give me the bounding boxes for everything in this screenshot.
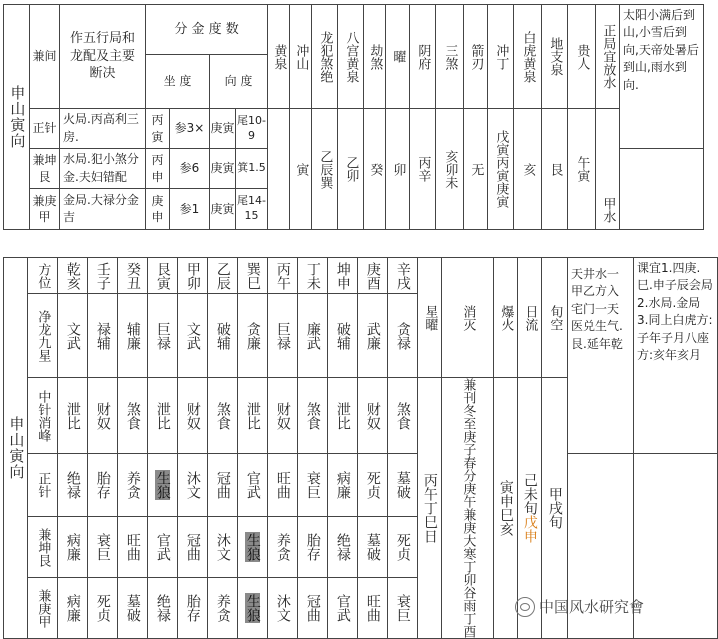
t2-dir-4: 甲卯 [178,258,208,294]
t2-row2-label: 兼庚甲 [28,578,58,639]
t2-xiaomie-val1: 丙午丁巳日 [418,378,442,639]
t1-h-longfan: 龙犯煞绝 [312,5,338,109]
t2-dir-3: 艮寅 [148,258,178,294]
t1-h-zhengju: 正局宜放水 [596,5,620,109]
t2-row0-cell-5-text: 冠曲 [214,471,231,499]
t1-h-yao: 曜 [386,5,410,109]
t2-zhongzhen-2: 煞食 [118,378,148,454]
t1-val-bagong: 乙卯 [338,109,364,230]
t1-val-baihu: 亥 [514,109,542,230]
t2-zhongzhen-8: 煞食 [298,378,328,454]
t2-h-fangwei: 方位 [28,258,58,294]
t1-row1-jian: 兼坤艮 [30,149,60,189]
t2-jinglong-0: 文武 [58,294,88,378]
t2-xiaomie-val2: 兼刊冬至庚子春分庚午兼庚大寒丁卯谷雨丁酉 [442,378,494,639]
table-fenjin [3,4,704,230]
t2-row0-cell-11-text: 墓破 [394,471,411,499]
t2-h-riliu: 日流 [518,258,542,378]
t2-dir-6: 巽巳 [238,258,268,294]
t2-row0-cell-0 [58,454,88,517]
t2-row2-cell-2-text: 墓破 [124,594,141,622]
t2-jinglong-6: 贪廉 [238,294,268,378]
t2-row1-cell-3-text: 官武 [154,533,171,561]
t2-zhongzhen-6: 泄比 [238,378,268,454]
t2-row1-cell-7 [268,517,298,578]
t2-row0-cell-4 [178,454,208,517]
t2-row1-cell-11 [388,517,418,578]
t2-row1-cell-2 [118,517,148,578]
watermark-text: 中国风水研究會 [539,598,645,616]
t2-jinglong-4: 文武 [178,294,208,378]
t1-h-jianjian: 兼间 [30,5,60,109]
t2-side-label: 申山寅向 [4,258,28,639]
t2-row0-cell-11 [388,454,418,517]
t2-row0-cell-3 [148,454,178,517]
t1-row0-x2: 尾10-9 [236,109,268,149]
t2-row1-cell-5-text: 沐文 [214,533,231,561]
t2-row0-cell-7-text: 旺曲 [274,471,291,499]
t2-dir-1: 壬子 [88,258,118,294]
t1-val-yao: 卯 [386,109,410,230]
t1-h-jianren: 箭刃 [464,5,488,109]
t2-row2-cell-4 [178,578,208,639]
t2-row2-cell-4-text: 胎存 [184,594,201,622]
t2-row1-cell-4 [178,517,208,578]
t2-row0-cell-8-text: 衰巨 [304,471,321,499]
t1-val-huangquan [268,109,290,230]
t2-row0-cell-1-text: 胎存 [94,471,111,499]
t1-val-guiren: 午寅 [568,109,596,230]
t2-jinglong-8: 廉武 [298,294,328,378]
t2-row0-label: 正针 [28,454,58,517]
t2-row1-cell-8 [298,517,328,578]
t1-row2-x2: 尾14-15 [236,189,268,230]
t1-val-jianren: 无 [464,109,488,230]
t2-row2-cell-3 [148,578,178,639]
t2-row2-cell-10 [358,578,388,639]
t2-row2-cell-11-text: 衰巨 [394,594,411,622]
t2-dir-9: 坤申 [328,258,358,294]
t2-row2-cell-0-text: 病廉 [64,594,81,622]
t2-row2-cell-5-text: 养贪 [214,594,231,622]
t2-row1-cell-6 [238,517,268,578]
t1-row1-z2: 参6 [170,149,210,189]
t2-tianjing: 天井水一甲乙方入宅门一天医兑生气.艮.延年乾 [568,258,634,454]
t2-row0-cell-2 [118,454,148,517]
t2-row2-cell-1 [88,578,118,639]
t2-row0-cell-6-text: 官武 [244,471,261,499]
watermark [515,596,644,617]
t2-right-note: 课宜1.四庚.巳.申子辰会局 2.水局.金局 3.同上白虎方:子年子月八座方:亥年亥月 [634,258,718,454]
t1-h-chongshan: 冲山 [290,5,312,109]
t2-dir-10: 庚酉 [358,258,388,294]
t2-dir-7: 丙午 [268,258,298,294]
t2-jinglong-11: 贪禄 [388,294,418,378]
t1-row0-wx: 火局.丙高利三房. [60,109,146,149]
t1-val-chongding: 戊寅丙寅庚寅 [488,109,514,230]
t2-row1-cell-8-text: 胎存 [304,533,321,561]
t2-row0-cell-3-text: 生狼 [154,471,171,499]
t1-side-label: 申山寅向 [4,5,30,230]
t2-row2-cell-9-text: 官武 [334,594,351,622]
t2-row0-cell-10-text: 死贞 [364,471,381,499]
t2-jinglong-2: 辅廉 [118,294,148,378]
t2-row1-cell-4-text: 冠曲 [184,533,201,561]
t2-zhongzhen-9: 泄比 [328,378,358,454]
t2-row2-cell-3-text: 绝禄 [154,594,171,622]
t2-row0-cell-8 [298,454,328,517]
t2-zhongzhen-1: 财奴 [88,378,118,454]
t1-h-baihu: 白虎黄泉 [514,5,542,109]
t2-zhongzhen-10: 财奴 [358,378,388,454]
t1-h-huangquan: 黄泉 [268,5,290,109]
t2-riliu-b: 戊申 [521,515,538,543]
wechat-icon [515,597,535,617]
t2-row0-cell-1 [88,454,118,517]
t1-row2-jian: 兼庚甲 [30,189,60,230]
table-shengwang [3,257,718,639]
t2-zhongzhen-0: 泄比 [58,378,88,454]
t2-dir-8: 丁未 [298,258,328,294]
t2-dir-5: 乙辰 [208,258,238,294]
t2-zhongzhen-7: 财奴 [268,378,298,454]
t1-row0-jian: 正针 [30,109,60,149]
t2-row1-cell-6-text: 生狼 [244,533,261,561]
t2-dir-11: 辛戌 [388,258,418,294]
t2-row2-cell-7-text: 沐文 [274,594,291,622]
t1-row1-x2: 箕1.5 [236,149,268,189]
t1-h-fenjin: 分 金 度 数 [146,5,268,55]
t2-jinglong-9: 破辅 [328,294,358,378]
t2-jinglong-3: 巨禄 [148,294,178,378]
t1-row2-z1: 庚申 [146,189,170,230]
t2-dir-0: 乾亥 [58,258,88,294]
t2-row2-cell-6-text: 生狼 [244,594,261,622]
t2-h-xingxiao: 星曜 [418,258,442,378]
t2-zhongzhen-5: 煞食 [208,378,238,454]
t2-row2-cell-10-text: 旺曲 [364,594,381,622]
t2-zhongzhen-11: 煞食 [388,378,418,454]
t2-row0-cell-0-text: 绝禄 [64,471,81,499]
t2-row1-cell-3 [148,517,178,578]
t2-row0-cell-5 [208,454,238,517]
t2-row2-cell-7 [268,578,298,639]
t1-h-sansha: 三煞 [436,5,464,109]
t2-row0-cell-9 [328,454,358,517]
t1-row0-z1: 丙寅 [146,109,170,149]
t2-h-xunkong: 旬空 [542,258,568,378]
t2-jinglong-1: 禄辅 [88,294,118,378]
t2-riliu-a: 己未旬 [521,473,538,515]
t2-row1-cell-2-text: 旺曲 [124,533,141,561]
t2-row2-cell-8-text: 冠曲 [304,594,321,622]
t2-jinglong-label: 净龙九星 [28,294,58,378]
t2-h-baohuo: 爆火 [494,258,518,378]
t2-row1-cell-5 [208,517,238,578]
t1-h-yinfu: 阴府 [410,5,436,109]
t2-row0-cell-4-text: 沐文 [184,471,201,499]
t2-row1-cell-10-text: 墓破 [364,533,381,561]
t1-val-chongshan: 寅 [290,109,312,230]
t1-row0-x1: 庚寅 [210,109,236,149]
t2-row1-cell-0-text: 病廉 [64,533,81,561]
t2-baohuo-val: 寅申巳亥 [494,378,518,639]
t2-row2-cell-8 [298,578,328,639]
t2-row2-cell-9 [328,578,358,639]
t1-row0-z2: 参3× [170,109,210,149]
t2-jinglong-7: 巨禄 [268,294,298,378]
t1-val-sansha: 亥卯未 [436,109,464,230]
t2-row1-cell-7-text: 养贪 [274,533,291,561]
t2-row2-cell-5 [208,578,238,639]
t2-row1-label: 兼坤艮 [28,517,58,578]
t2-row1-cell-0 [58,517,88,578]
t1-row1-x1: 庚寅 [210,149,236,189]
t1-h-guiren: 贵人 [568,5,596,109]
t1-row1-wx: 水局.犯小煞分金.夫妇错配 [60,149,146,189]
t2-row2-cell-11 [388,578,418,639]
t2-row0-cell-10 [358,454,388,517]
t2-row1-cell-9 [328,517,358,578]
t2-row1-cell-9-text: 绝禄 [334,533,351,561]
t1-h-jiesha: 劫煞 [364,5,386,109]
t2-zhongzhen-label: 中针消峰 [28,378,58,454]
t1-val-longfan: 乙辰巽 [312,109,338,230]
t2-jinglong-10: 武廉 [358,294,388,378]
t1-val-yinfu: 丙辛 [410,109,436,230]
t1-note-empty [620,149,704,230]
t1-val-dizhi: 艮 [542,109,568,230]
t1-note: 太阳小满后到山,小雪后到向,天帝处暑后到山,雨水到向. [620,5,704,149]
t2-zhongzhen-3: 泄比 [148,378,178,454]
t2-row1-cell-10 [358,517,388,578]
t2-row0-cell-7 [268,454,298,517]
t2-row2-cell-6 [238,578,268,639]
t1-h-chongding: 冲丁 [488,5,514,109]
t2-row1-cell-1-text: 衰巨 [94,533,111,561]
t2-row0-cell-6 [238,454,268,517]
t2-row0-cell-2-text: 养贪 [124,471,141,499]
t2-dir-2: 癸丑 [118,258,148,294]
t2-xunkong-val: 甲戌旬 [542,378,568,639]
t1-h-bagong: 八宫黄泉 [338,5,364,109]
t1-row2-z2: 参1 [170,189,210,230]
t1-row1-z1: 丙申 [146,149,170,189]
t2-row2-cell-2 [118,578,148,639]
t2-zhongzhen-4: 财奴 [178,378,208,454]
t2-row0-cell-9-text: 病廉 [334,471,351,499]
t1-row2-x1: 庚寅 [210,189,236,230]
t1-row2-wx: 金局.大禄分金吉 [60,189,146,230]
t1-val-zhengju: 甲水 [596,109,620,230]
t1-h-zuo: 坐 度 [146,55,210,109]
t1-h-wuxing: 作五行局和龙配及主要断决 [60,5,146,109]
t1-h-xiang: 向 度 [210,55,268,109]
t1-val-jiesha: 癸 [364,109,386,230]
t2-row2-cell-0 [58,578,88,639]
t2-jinglong-5: 破辅 [208,294,238,378]
t2-row1-cell-1 [88,517,118,578]
t2-row1-cell-11-text: 死贞 [394,533,411,561]
t2-h-xiaomie: 消灭 [442,258,494,378]
t2-row2-cell-1-text: 死贞 [94,594,111,622]
t2-blank-2 [634,454,718,639]
t1-h-dizhi: 地支泉 [542,5,568,109]
